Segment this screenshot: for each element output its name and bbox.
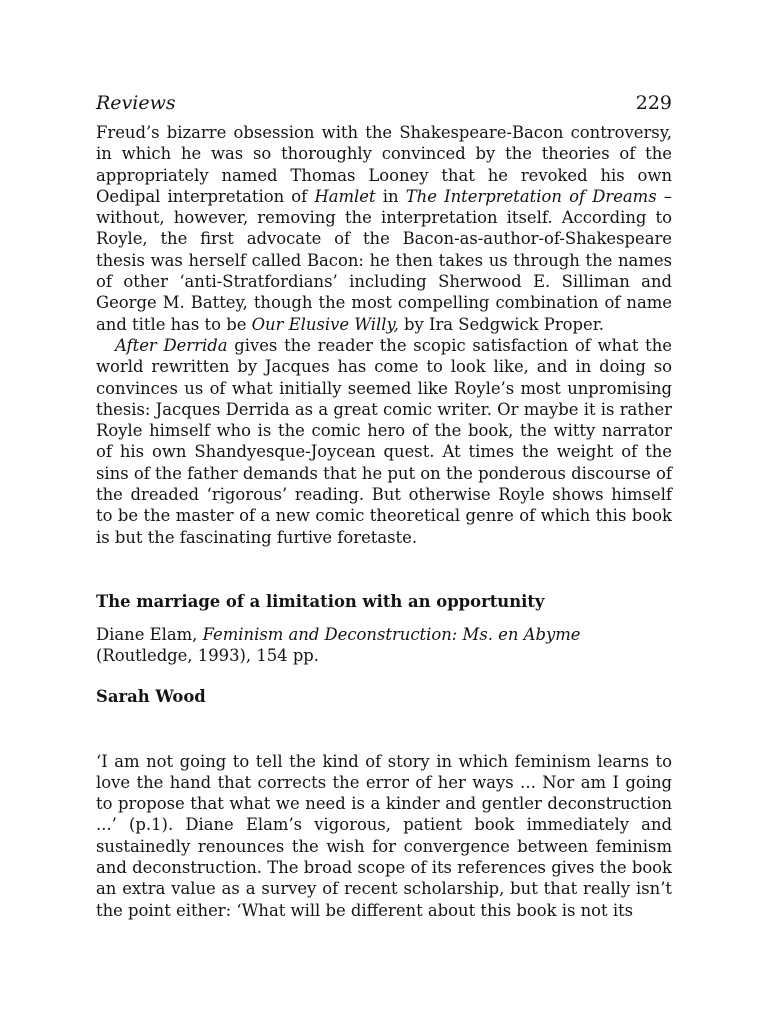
text-run: by Ira Sedgwick Proper.: [398, 314, 604, 334]
review-continuation: [96, 122, 672, 548]
italic-title-willy: Our Elusive Willy,: [251, 314, 399, 334]
cite-author: Diane Elam,: [96, 624, 203, 644]
section-title: Reviews: [96, 92, 176, 114]
italic-title-hamlet: Hamlet: [314, 186, 376, 206]
paragraph-2: [96, 335, 672, 548]
italic-title-after-derrida: After Derrida: [115, 335, 228, 355]
running-head: [96, 92, 672, 122]
page-number: 229: [635, 92, 672, 114]
text-run: gives the reader the scopic satisfaction of what the world rewritten by Jacques has come to look like, and in doing so convinces us of what initially seemed like Royle’s most unpromising thesis: Jacques Derrida as a great comic writer. Or maybe it is rather Royle himself who is the comic hero of the book, the witty narrator of his own Shandyesque-Joycean quest. At times the weight of the sins of the father demands that he put on the ponderous discourse of the dreaded ‘rigorous’ reading. But otherwise Royle shows himself to be the master of a new comic theoretical genre of which this book is but the fascinating furtive foretaste.: [96, 335, 673, 547]
text-run: Freud’s bizarre obsession with the Shakespeare-Bacon controversy, in which he was so thoroughly convinced by the theories of the appropriately named Thomas Looney that he revoked his own Oedipal interpretation of: [96, 123, 672, 206]
review-heading: The marriage of a limitation with an opportunity: [96, 591, 545, 611]
review-paragraph: ‘I am not going to tell the kind of story in which feminism learns to love the hand that corrects the error of her ways ... Nor am I going to propose that what we need is a kinder and gentler deconstruction ...’ (p.1). Diane Elam’s vigorous, patient book immediately and sustainedly renounces the wish for convergence between feminism and deconstruction. The broad scope of its references gives the book an extra value as a survey of recent scholarship, but that really isn’t the point either: ‘What will be different about this book is not its: [96, 751, 672, 920]
book-citation: [96, 624, 672, 667]
cite-title: Feminism and Deconstruction: Ms. en Abyme: [202, 624, 581, 644]
text-run: in: [375, 186, 406, 206]
reviewer-name: Sarah Wood: [96, 686, 206, 706]
page: [96, 92, 672, 921]
text-run: – without, however, removing the interpretation itself. According to Royle, the first advocate of the Bacon-as-author-of-Shakespeare thesis was herself called Bacon: he then takes us through the names of other ‘anti-Stratfordians’ including Sherwood E. Silliman and George M. Battey, though the most compelling combination of name and title has to be: [96, 186, 673, 334]
paragraph-1: [96, 122, 672, 335]
cite-publisher: (Routledge, 1993), 154 pp.: [96, 646, 320, 666]
italic-title-dreams: The Interpretation of Dreams: [405, 186, 657, 206]
